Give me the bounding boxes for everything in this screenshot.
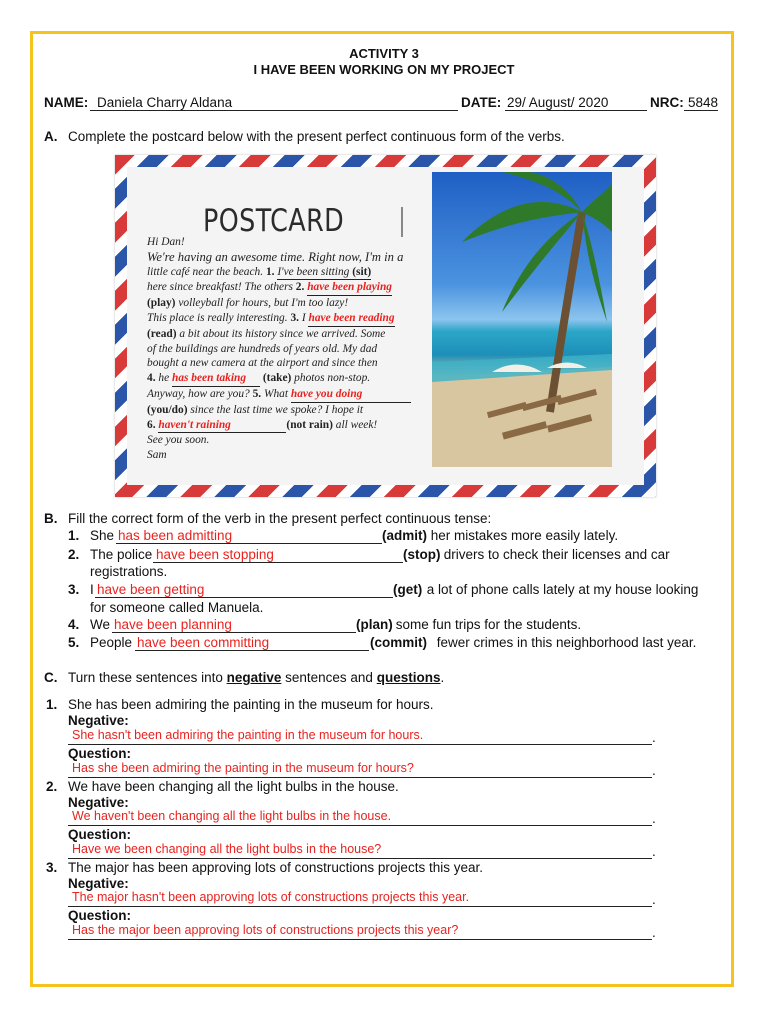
verb-hint: (play): [147, 297, 176, 310]
postcard-text: Anyway, how are you?: [147, 387, 253, 400]
answer-b2: have been stopping: [156, 547, 274, 562]
item-number: 5.: [252, 387, 262, 400]
answer-line: [68, 744, 652, 745]
answer-line: [116, 543, 382, 544]
postcard-line: [147, 418, 437, 434]
item-text: some fun trips for the students.: [392, 617, 582, 632]
item-number: 5.: [68, 635, 80, 650]
verb-hint: (you/do): [147, 403, 188, 416]
item-sentence: The major has been approving lots of constructions projects this year.: [68, 860, 483, 875]
item-text: registrations.: [90, 564, 168, 579]
negative-answer: The major hasn't been approving lots of constructions projects this year.: [72, 890, 470, 904]
nrc-underline: [684, 110, 718, 111]
item-number: 3.: [290, 311, 299, 324]
postcard-line: [147, 265, 437, 281]
questions-keyword: questions: [376, 670, 441, 685]
postcard-line: [147, 280, 437, 296]
question-label: Question:: [68, 908, 131, 923]
postcard-text: here since breakfast! The others: [147, 281, 296, 294]
answer-2: have been playing: [307, 280, 392, 296]
item-text: for someone called Manuela.: [90, 600, 264, 615]
negative-label: Negative:: [68, 876, 129, 891]
answer-line: [135, 650, 369, 651]
date-label: DATE:: [461, 95, 502, 110]
postcard-line: [147, 371, 437, 387]
item-text: drivers to check their licenses and car: [440, 547, 670, 562]
instruction-text: sentences and: [281, 670, 377, 685]
item-text: People: [90, 635, 133, 650]
line-end-dot: .: [652, 892, 656, 907]
question-answer: Have we been changing all the light bulbs in the house?: [72, 842, 382, 856]
answer-line: [68, 777, 652, 778]
answer-6: haven't raining: [158, 418, 286, 434]
nrc-label: NRC:: [650, 95, 684, 110]
section-a-letter: A.: [44, 129, 58, 144]
instruction-text: .: [440, 670, 445, 685]
item-text: I: [90, 582, 94, 597]
name-underline: [90, 110, 458, 111]
item-number: 6.: [147, 418, 156, 431]
item-number: 4.: [147, 372, 156, 385]
activity-number: ACTIVITY 3: [349, 46, 419, 61]
verb-hint: (sit): [352, 265, 372, 278]
answer-1: I've been sitting: [277, 265, 350, 278]
answer-b5: have been committing: [137, 635, 270, 650]
item-number: 2.: [68, 547, 80, 562]
postcard-title: POSTCARD: [203, 203, 345, 239]
section-c-letter: C.: [44, 670, 58, 685]
item-text: a lot of phone calls lately at my house looking: [423, 582, 699, 597]
negative-keyword: negative: [226, 670, 282, 685]
page-title: I HAVE BEEN WORKING ON MY PROJECT: [253, 62, 515, 77]
line-end-dot: .: [652, 811, 656, 826]
postcard-line: [147, 311, 437, 327]
question-label: Question:: [68, 827, 131, 842]
section-b-letter: B.: [44, 511, 58, 526]
negative-label: Negative:: [68, 795, 129, 810]
item-number: 1.: [265, 265, 275, 278]
section-c-instruction: [68, 670, 444, 685]
date-underline: [505, 110, 647, 111]
postcard-line: [147, 387, 437, 403]
answer-5: have you doing: [291, 387, 411, 403]
question-label: Question:: [68, 746, 131, 761]
question-answer: Has she been admiring the painting in the museum for hours?: [72, 761, 414, 775]
postcard-line: [147, 296, 437, 311]
postcard-line: See you soon.: [147, 434, 210, 447]
postcard-text: volleyball for hours, but I'm too lazy!: [175, 297, 349, 310]
line-end-dot: .: [652, 925, 656, 940]
postcard-text: I: [298, 311, 309, 324]
answer-line: [68, 906, 652, 907]
verb-hint: (admit): [382, 528, 427, 543]
answer-b3: have been getting: [97, 582, 205, 597]
item-number: 1.: [68, 528, 80, 543]
item-number: 4.: [68, 617, 80, 632]
postcard-text: This place is really interesting.: [147, 311, 291, 324]
item-number: 3.: [68, 582, 80, 597]
postcard-divider: [401, 207, 403, 237]
postcard-text: little café near the beach.: [147, 265, 266, 278]
answer-line: [112, 632, 356, 633]
postcard-line: We're having an awesome time. Right now, I'm in a: [147, 249, 404, 264]
answer-line: [153, 562, 403, 563]
answer-blank: [277, 265, 371, 281]
negative-label: Negative:: [68, 713, 129, 728]
postcard-text: photos non-stop.: [291, 372, 371, 385]
verb-hint: (plan): [356, 617, 393, 632]
item-text: The police: [90, 547, 153, 562]
section-b-instruction: Fill the correct form of the verb in the present perfect continuous tense:: [68, 511, 492, 526]
item-number: 2.: [295, 281, 305, 294]
line-end-dot: .: [652, 844, 656, 859]
postcard-line: Sam: [147, 449, 167, 462]
verb-hint: (read): [147, 327, 177, 340]
beach-illustration: [432, 172, 612, 467]
verb-hint: (not rain): [286, 418, 333, 431]
postcard-text: since the last time we spoke? I hope it: [187, 403, 364, 416]
item-text: fewer crimes in this neighborhood last year.: [433, 635, 697, 650]
beach-photo: [432, 172, 612, 467]
postcard-line: Hi Dan!: [147, 236, 185, 248]
postcard-line: [147, 403, 437, 418]
postcard-message: [147, 235, 437, 463]
answer-line: [95, 597, 393, 598]
item-text: We: [90, 617, 111, 632]
section-a-instruction: Complete the postcard below with the present perfect continuous form of the verbs.: [68, 129, 565, 144]
answer-b1: has been admitting: [118, 528, 233, 543]
verb-hint: (take): [262, 372, 292, 385]
item-number: 1.: [46, 697, 58, 712]
answer-b4: have been planning: [114, 617, 232, 632]
nrc-value: 5848: [688, 95, 719, 110]
item-text: her mistakes more easily lately.: [427, 528, 619, 543]
answer-line: [68, 939, 652, 940]
answer-4: has been taking: [172, 371, 260, 387]
negative-answer: We haven't been changing all the light bulbs in the house.: [72, 809, 392, 823]
name-value: Daniela Charry Aldana: [97, 95, 233, 110]
verb-hint: (commit): [370, 635, 427, 650]
verb-hint: (stop): [403, 547, 441, 562]
negative-answer: She hasn't been admiring the painting in the museum for hours.: [72, 728, 424, 742]
line-end-dot: .: [652, 763, 656, 778]
line-end-dot: .: [652, 730, 656, 745]
item-number: 3.: [46, 860, 58, 875]
answer-line: [68, 825, 652, 826]
answer-line: [68, 858, 652, 859]
name-label: NAME:: [44, 95, 89, 110]
instruction-text: Turn these sentences into: [68, 670, 227, 685]
postcard-text: all week!: [332, 418, 378, 431]
postcard-line: of the buildings are hundreds of years old. My dad: [147, 342, 378, 355]
postcard-text: a bit about its history since we arrived. Some: [176, 327, 386, 340]
item-number: 2.: [46, 779, 58, 794]
date-value: 29/ August/ 2020: [507, 95, 609, 110]
answer-3: have been reading: [308, 311, 394, 327]
item-sentence: She has been admiring the painting in the museum for hours.: [68, 697, 434, 712]
postcard-text: he: [155, 372, 172, 385]
postcard-line: bought a new camera at the airport and since then: [147, 357, 378, 370]
postcard-text: What: [261, 387, 291, 400]
verb-hint: (get): [393, 582, 423, 597]
item-sentence: We have been changing all the light bulbs in the house.: [68, 779, 399, 794]
item-text: She: [90, 528, 115, 543]
postcard-line: [147, 327, 437, 342]
question-answer: Has the major been approving lots of constructions projects this year?: [72, 923, 459, 937]
